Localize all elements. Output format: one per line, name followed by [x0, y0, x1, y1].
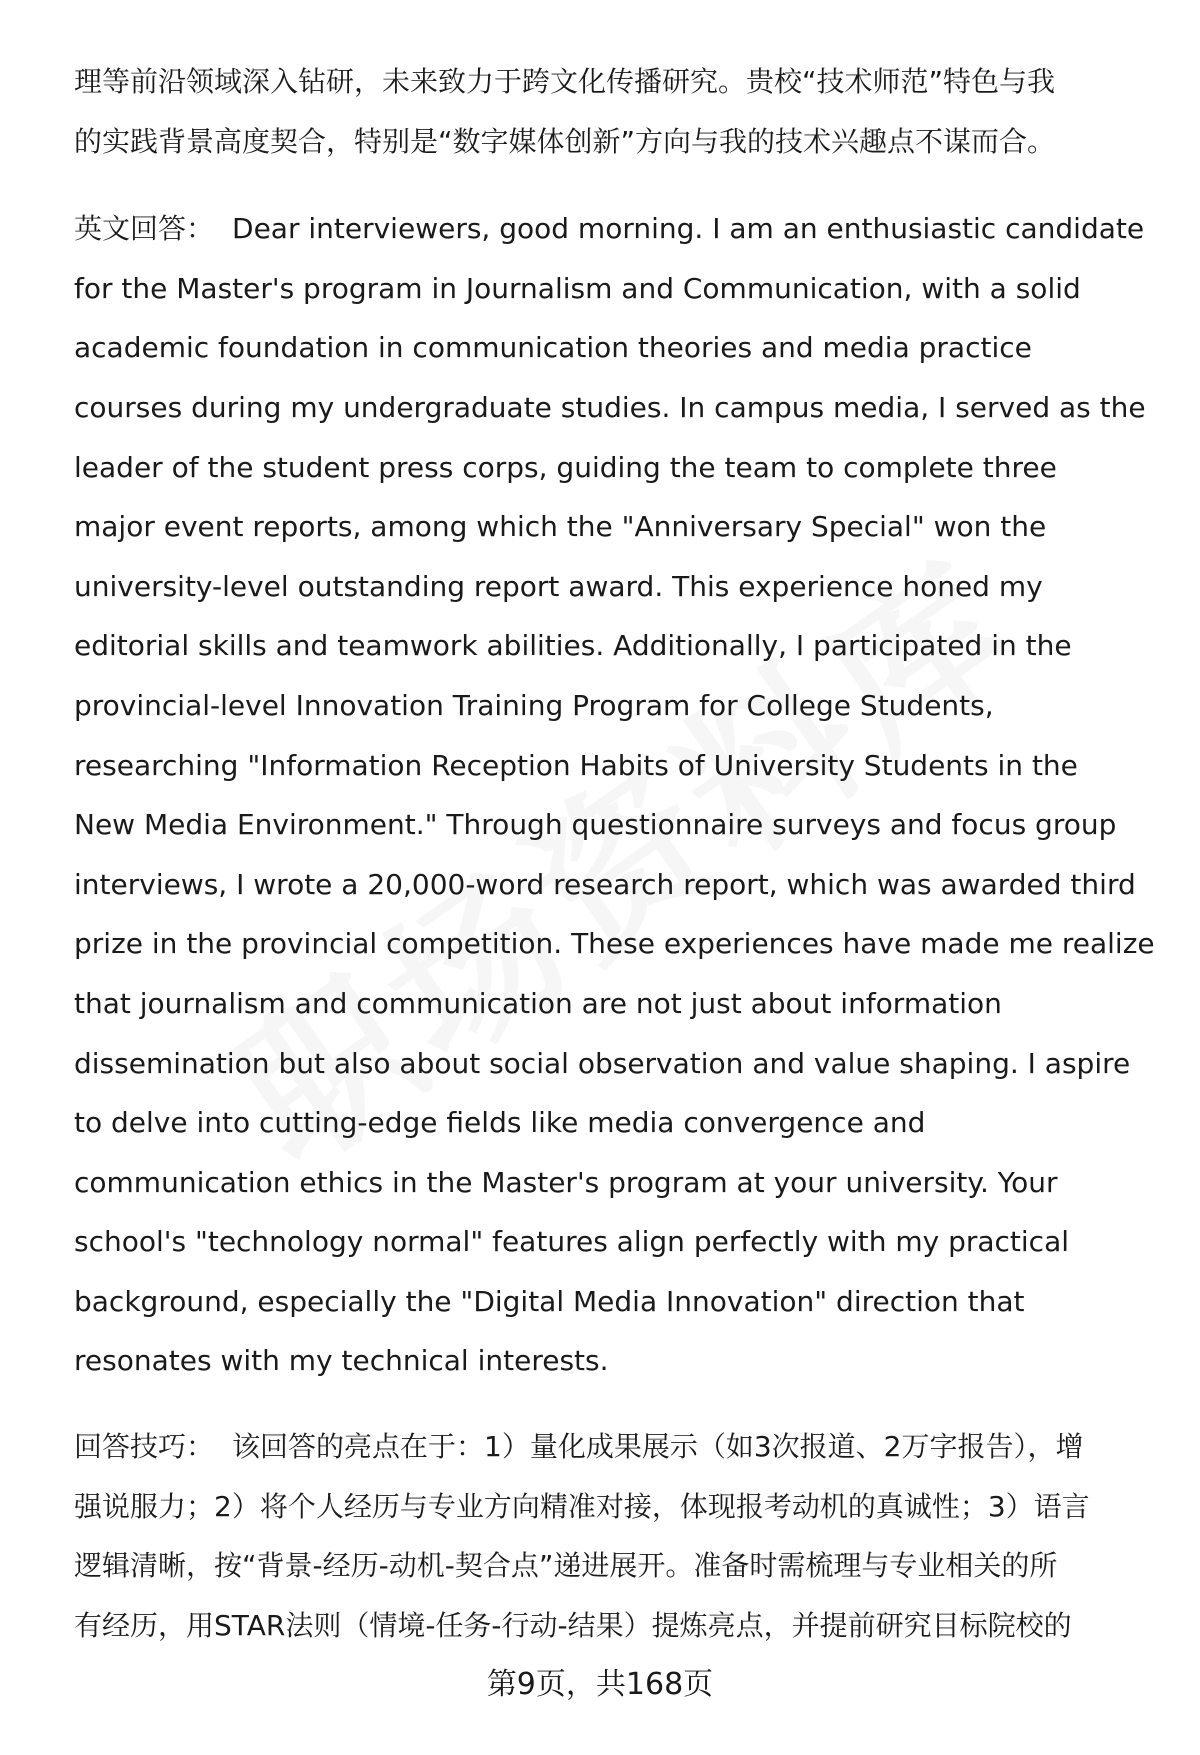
text-line: 有经历，用STAR法则（情境-任务-行动-结果）提炼亮点，并提前研究目标院校的 — [74, 1608, 1072, 1642]
text-line: that journalism and communication are not just about information — [74, 986, 1002, 1020]
text-line: interviews, I wrote a 20,000-word research report, which was awarded third — [74, 867, 1136, 901]
english-answer-paragraph — [74, 199, 1164, 1391]
intro-paragraph — [74, 52, 1164, 171]
text-line: editorial skills and teamwork abilities. Additionally, I participated in the — [74, 629, 1072, 663]
text-line: dissemination but also about social observation and value shaping. I aspire — [74, 1046, 1131, 1080]
text-line: background, especially the "Digital Media Innovation" direction that — [74, 1284, 1025, 1318]
text-line: academic foundation in communication theories and media practice — [74, 331, 1032, 365]
text-line: school's "technology normal" features align perfectly with my practical — [74, 1225, 1070, 1259]
text-line: prize in the provincial competition. These experiences have made me realize — [74, 927, 1155, 961]
text-line: courses during my undergraduate studies. In campus media, I served as the — [74, 390, 1146, 424]
text-line: 理等前沿领域深入钻研，未来致力于跨文化传播研究。贵校“技术师范”特色与我 — [74, 65, 1056, 98]
text-line: major event reports, among which the "Anniversary Special" won the — [74, 510, 1047, 544]
tips-paragraph — [74, 1417, 1164, 1655]
text-line: to delve into cutting-edge fields like media convergence and — [74, 1106, 926, 1140]
text-line: leader of the student press corps, guiding the team to complete three — [74, 450, 1057, 484]
text-line: resonates with my technical interests. — [74, 1344, 609, 1378]
text-line: 逻辑清晰，按“背景-经历-动机-契合点”递进展开。准备时需梳理与专业相关的所 — [74, 1549, 1058, 1583]
text-line-content: Dear interviewers, good morning. I am an enthusiastic candidate — [232, 212, 1145, 246]
text-line-content: 该回答的亮点在于：1）量化成果展示（如3次报道、2万字报告），增 — [232, 1430, 1084, 1464]
text-line: university-level outstanding report award. This experience honed my — [74, 569, 1043, 603]
text-line — [74, 1417, 1164, 1477]
english-answer-label: 英文回答： — [74, 212, 215, 246]
text-line: researching "Information Reception Habits of University Students in the — [74, 748, 1078, 782]
text-line: for the Master's program in Journalism and Communication, with a solid — [74, 271, 1081, 305]
text-line — [74, 199, 1164, 259]
text-line: 强说服力；2）将个人经历与专业方向精准对接，体现报考动机的真诚性；3）语言 — [74, 1489, 1090, 1523]
text-line: 的实践背景高度契合，特别是“数字媒体创新”方向与我的技术兴趣点不谋而合。 — [74, 124, 1056, 158]
text-line: New Media Environment." Through questionnaire surveys and focus group — [74, 808, 1117, 842]
tips-label: 回答技巧： — [74, 1430, 215, 1464]
text-line: provincial-level Innovation Training Program for College Students, — [74, 688, 994, 722]
page-number-footer: 第9页，共168页 — [486, 1667, 714, 1702]
document-page — [74, 52, 1164, 1655]
text-line: communication ethics in the Master's program at your university. Your — [74, 1165, 1058, 1199]
